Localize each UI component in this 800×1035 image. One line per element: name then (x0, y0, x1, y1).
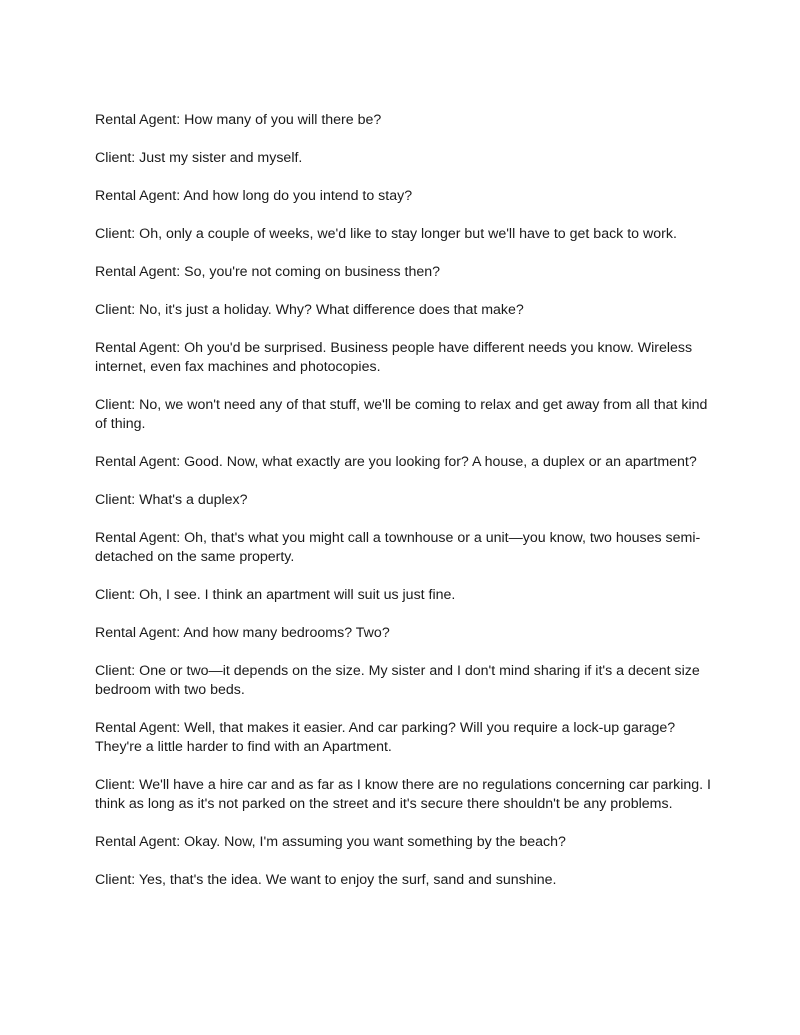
dialogue-line: Rental Agent: Good. Now, what exactly are you looking for? A house, a duplex or an apartment? (95, 454, 697, 470)
document-page (95, 111, 715, 909)
dialogue-line: Client: Just my sister and myself. (95, 150, 303, 166)
dialogue-line: Rental Agent: Well, that makes it easier. And car parking? Will you require a lock-up garage? They're a little harder to find with an Apartment. (95, 720, 676, 755)
dialogue-line: Client: Oh, I see. I think an apartment will suit us just fine. (95, 587, 456, 603)
dialogue-line: Client: Yes, that's the idea. We want to enjoy the surf, sand and sunshine. (95, 872, 557, 888)
dialogue-line: Client: Oh, only a couple of weeks, we'd like to stay longer but we'll have to get back to work. (95, 226, 677, 242)
dialogue-line: Rental Agent: Okay. Now, I'm assuming you want something by the beach? (95, 834, 566, 850)
dialogue-line: Rental Agent: Oh you'd be surprised. Business people have different needs you know. Wireless internet, even fax machines and photocopies. (95, 340, 693, 375)
dialogue-line: Client: No, it's just a holiday. Why? What difference does that make? (95, 302, 524, 318)
dialogue-line: Client: No, we won't need any of that stuff, we'll be coming to relax and get away from all that kind of thing. (95, 397, 708, 432)
dialogue-line: Rental Agent: Oh, that's what you might call a townhouse or a unit—you know, two houses semi-detached on the same property. (95, 530, 701, 565)
dialogue-line: Rental Agent: And how long do you intend to stay? (95, 188, 413, 204)
dialogue-line: Rental Agent: How many of you will there be? (95, 112, 382, 128)
dialogue-line: Client: One or two—it depends on the size. My sister and I don't mind sharing if it's a decent size bedroom with two beds. (95, 663, 700, 698)
dialogue-line: Client: We'll have a hire car and as far as I know there are no regulations concerning car parking. I think as long as it's not parked on the street and it's secure there shouldn't be any problems. (95, 777, 711, 812)
dialogue-line: Rental Agent: And how many bedrooms? Two? (95, 625, 390, 641)
dialogue-line: Client: What's a duplex? (95, 492, 248, 508)
dialogue-line: Rental Agent: So, you're not coming on business then? (95, 264, 441, 280)
